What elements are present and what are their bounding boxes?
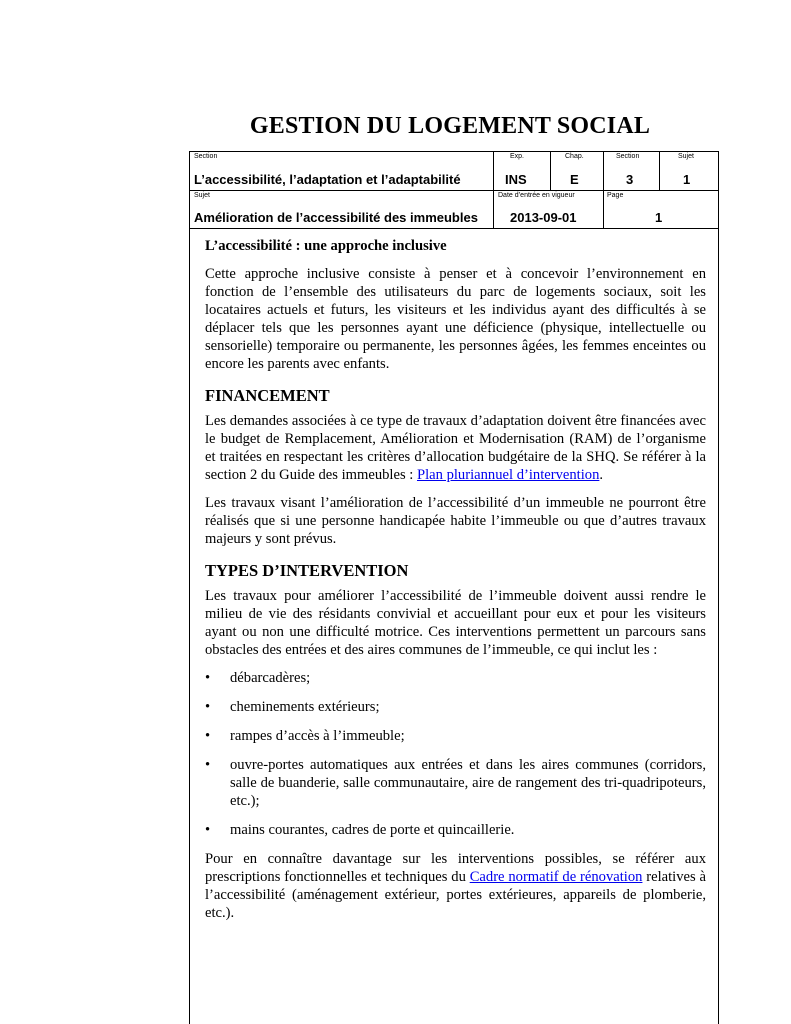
intro-heading: L’accessibilité : une approche inclusive [205, 238, 447, 254]
list-item [205, 756, 706, 810]
document-body [205, 237, 706, 932]
page-label: Page [607, 192, 624, 199]
types-paragraph-2 [205, 850, 706, 922]
section-value: L’accessibilité, l’adaptation et l’adaptabilité [194, 172, 461, 187]
list-item [205, 727, 706, 745]
bullet-icon: • [205, 670, 211, 686]
effective-date-label: Date d’entrée en vigueur [498, 192, 575, 199]
sujet-value: Amélioration de l’accessibilité des immeubles [194, 210, 478, 225]
list-item [205, 821, 706, 839]
list-item-text: cheminements extérieurs; [230, 699, 380, 715]
list-item-text: rampes d’accès à l’immeuble; [230, 728, 405, 744]
list-item-text: ouvre-portes automatiques aux entrées et dans les aires communes (corridors, salle de buanderie, salle communautaire, aire de rangement des tri-quadripoteurs, etc.); [230, 757, 706, 809]
section-number-value: 3 [626, 172, 634, 187]
types-paragraph-2-text: Pour en connaître davantage sur les interventions possibles, se référer aux prescriptions fonctionnelles et techniques du [205, 851, 706, 885]
intro-paragraph: Cette approche inclusive consiste à penser et à concevoir l’environnement en fonction de l’ensemble des utilisateurs du parc de logements sociaux, soit les locataires actuels et futurs, les visiteurs et les individus ayant des difficultés à se déplacer tels que les personnes ayant une déficience (physique, intellectuelle ou sensorielle) temporaire ou permanente, les personnes âgées, les femmes enceintes ou encore les parents avec enfants. [205, 266, 706, 372]
list-item-text: débarcadères; [230, 670, 311, 686]
sujet-number-value: 1 [683, 172, 691, 187]
types-paragraph-1: Les travaux pour améliorer l’accessibilité de l’immeuble doivent aussi rendre le milieu de vie des résidants convivial et accueillant pour eux et pour les visiteurs ayant ou non une difficulté motrice. Ces interventions permettent un parcours sans obstacles des entrées et des aires communes de l’immeuble, ce qui inclut les : [205, 588, 706, 658]
cadre-normatif-link[interactable]: Cadre normatif de rénovation [469, 869, 643, 885]
sujet-number-label: Sujet [678, 153, 694, 160]
sujet-label: Sujet [194, 192, 210, 199]
financement-heading: FINANCEMENT [205, 386, 330, 405]
intervention-list [205, 669, 706, 839]
financement-paragraph-1 [205, 412, 706, 484]
financement-paragraph-1-end: . [599, 467, 604, 483]
financement-paragraph-2: Les travaux visant l’amélioration de l’accessibilité d’un immeuble ne pourront être réalisés que si une personne handicapée habite l’immeuble ou que d’autres travaux majeurs y sont prévus. [205, 495, 706, 547]
bullet-icon: • [205, 822, 211, 838]
document-title: GESTION DU LOGEMENT SOCIAL [249, 113, 651, 139]
financement-paragraph-1-text: Les demandes associées à ce type de travaux d’adaptation doivent être financées avec le budget de Remplacement, Amélioration et Modernisation (RAM) de l’organisme et traitées en respectant les critères d’allocation budgétaire de la SHQ. Se référer à la section 2 du Guide des immeubles : [205, 413, 706, 483]
section-number-label: Section [616, 153, 640, 160]
list-item [205, 698, 706, 716]
list-item-text: mains courantes, cadres de porte et quincaillerie. [230, 822, 515, 838]
bullet-icon: • [205, 699, 211, 715]
chap-value: E [570, 172, 579, 187]
exp-value: INS [505, 172, 527, 187]
types-heading: TYPES D’INTERVENTION [205, 561, 409, 580]
list-item [205, 669, 706, 687]
section-label: Section [194, 153, 218, 160]
page-number: 1 [655, 210, 663, 225]
exp-label: Exp. [510, 153, 525, 160]
bullet-icon: • [205, 757, 211, 773]
chap-label: Chap. [565, 153, 584, 160]
plan-pluriannuel-link[interactable]: Plan pluriannuel d’intervention [416, 467, 600, 483]
bullet-icon: • [205, 728, 211, 744]
types-paragraph-2-end: relatives à l’accessibilité (aménagement extérieur, portes extérieures, appareils de plomberie, etc.). [205, 869, 706, 921]
effective-date-value: 2013-09-01 [510, 210, 577, 225]
